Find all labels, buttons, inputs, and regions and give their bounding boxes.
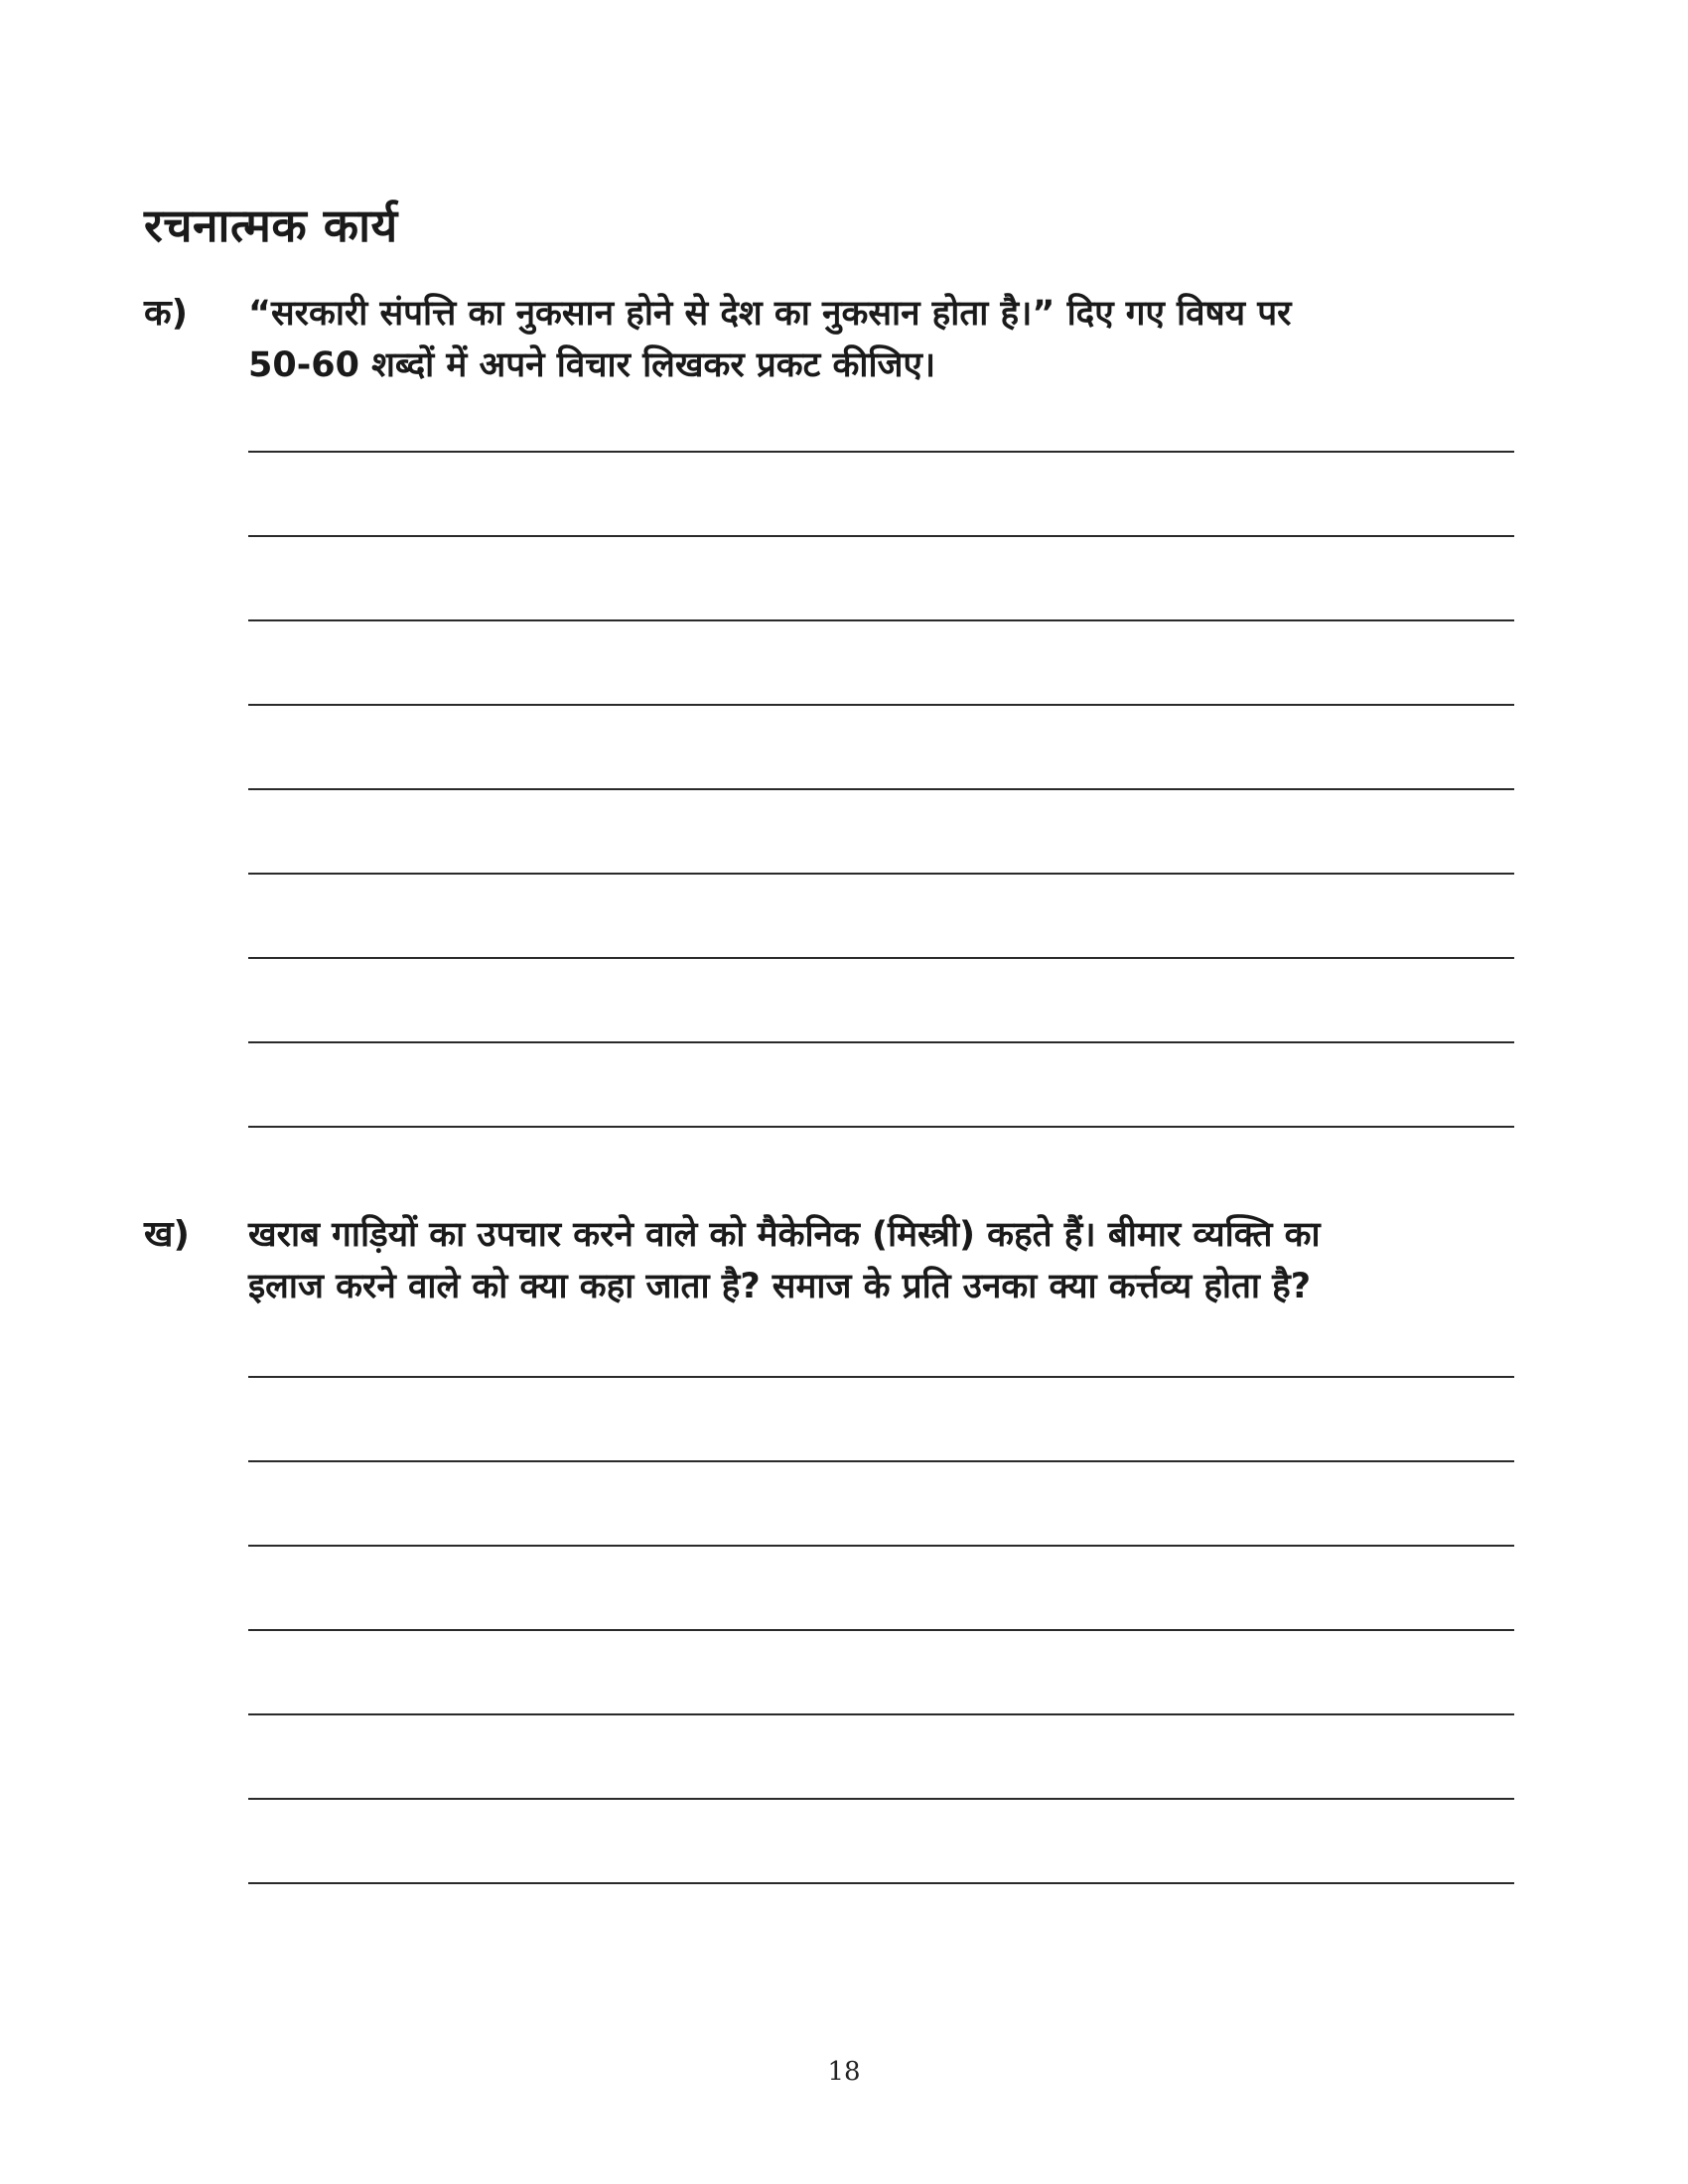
answer-line[interactable] [248,1713,1514,1715]
page-number: 18 [827,2057,861,2087]
answer-line[interactable] [248,1798,1514,1800]
question-text-line: “सरकारी संपत्ति का नुकसान होने से देश का नुकसान होता है।” दिए गए विषय पर [248,294,1292,334]
question-text [248,288,1554,391]
question-text-line: खराब गाड़ियों का उपचार करने वाले को मैकेनिक (मिस्त्री) कहते हैं। बीमार व्यक्ति का [248,1215,1321,1255]
answer-line[interactable] [248,1041,1514,1043]
answer-line[interactable] [248,1882,1514,1884]
answer-line[interactable] [248,451,1514,453]
answer-line[interactable] [248,1376,1514,1378]
answer-line[interactable] [248,535,1514,537]
answer-line[interactable] [248,704,1514,706]
answer-line[interactable] [248,619,1514,621]
question-text [248,1209,1554,1312]
question-label: ख) [144,1214,190,1255]
section-heading: रचनात्मक कार्य [144,199,398,252]
answer-line[interactable] [248,957,1514,959]
question-text-line: 50-60 शब्दों में अपने विचार लिखकर प्रकट कीजिए। [248,345,936,385]
answer-line[interactable] [248,1126,1514,1128]
answer-line[interactable] [248,1545,1514,1547]
answer-line[interactable] [248,873,1514,875]
question-label: क) [144,293,189,334]
question-text-line: इलाज करने वाले को क्या कहा जाता है? समाज के प्रति उनका क्या कर्त्तव्य होता है? [248,1267,1312,1306]
answer-line[interactable] [248,788,1514,790]
answer-line[interactable] [248,1460,1514,1462]
answer-line[interactable] [248,1629,1514,1631]
